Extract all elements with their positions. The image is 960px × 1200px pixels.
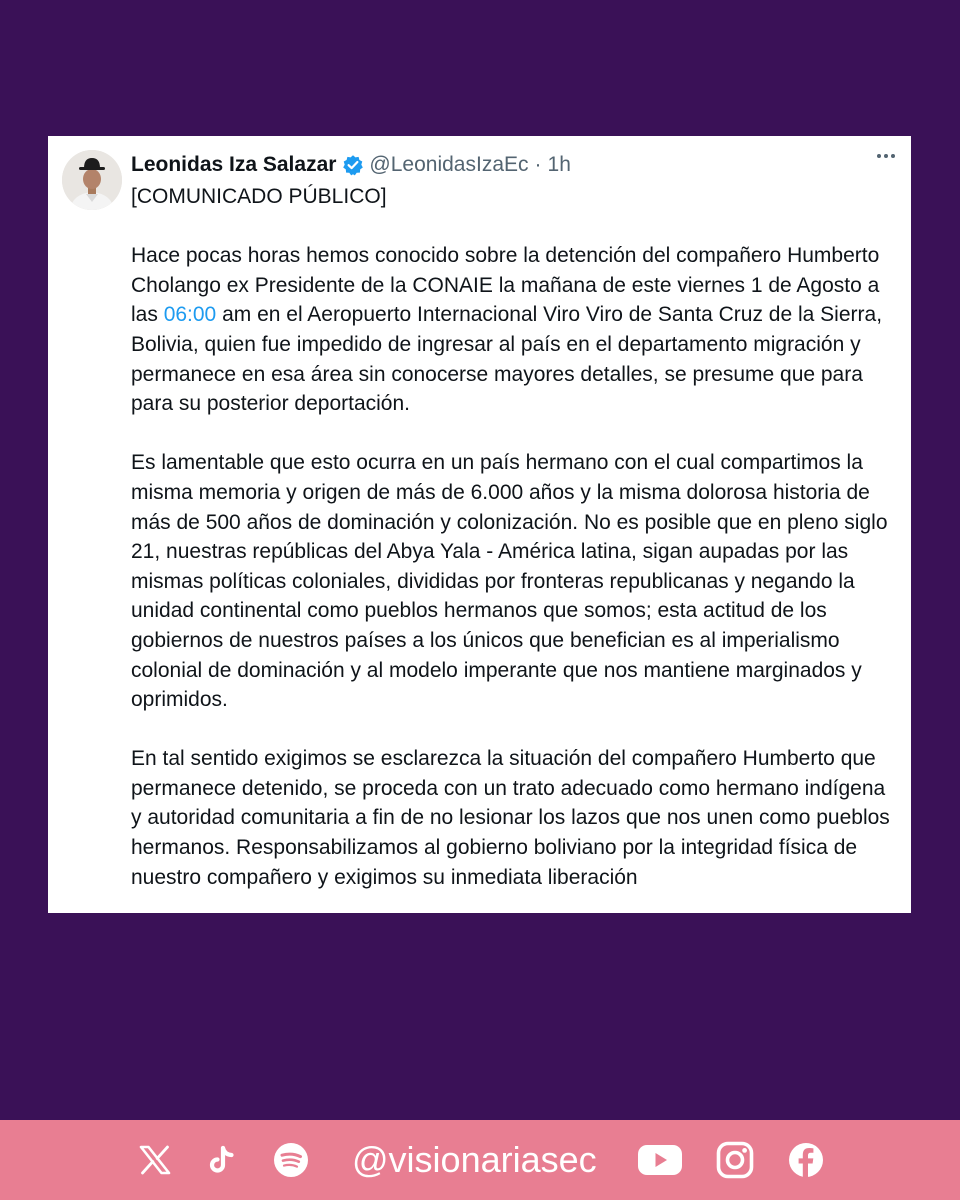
tweet-card	[48, 136, 911, 913]
facebook-icon[interactable]	[786, 1140, 826, 1180]
author-name[interactable]: Leonidas Iza Salazar	[131, 153, 337, 176]
tweet-paragraph-3: En tal sentido exigimos se esclarezca la situación del compañero Humberto que permanece detenido, se proceda con un trato adecuado como hermano indígena y autoridad comunitaria a fin de no lesionar los lazos que nos unen como pueblos hermanos. Responsabilizamos al gobierno boliviano por la integridad física de nuestro compañero y exigimos su inmediata liberación	[131, 747, 890, 889]
tweet-title-line: [COMUNICADO PÚBLICO]	[131, 185, 387, 208]
spotify-icon[interactable]	[271, 1140, 311, 1180]
tweet-paragraph-1	[131, 241, 901, 419]
tweet-header	[131, 152, 571, 178]
youtube-icon[interactable]	[634, 1140, 686, 1180]
tweet-text	[131, 182, 901, 892]
more-options-icon[interactable]	[877, 154, 895, 158]
verified-badge-icon	[342, 154, 364, 176]
author-handle[interactable]: @LeonidasIzaEc	[369, 153, 529, 176]
p1-text-start: Hace pocas horas hemos conocido sobre la detención del compañero Humberto Cholango ex Presidente de la CONAIE la mañana de este viernes	[131, 244, 880, 297]
instagram-icon[interactable]	[713, 1140, 757, 1180]
x-icon[interactable]	[135, 1140, 175, 1180]
tweet-timestamp[interactable]: 1h	[547, 153, 571, 176]
time-link[interactable]: 06:00	[163, 303, 217, 327]
p1-text-end: am en el Aeropuerto Internacional Viro Viro de Santa Cruz de la Sierra, Bolivia, quien fue impedido de ingresar al país en el departamento migración y permanece en esa área sin conocerse mayores detalles, se presume que para para su posterior deportación.	[131, 303, 883, 416]
p1-text-middle: de Agosto a las	[131, 273, 880, 327]
author-avatar[interactable]	[62, 150, 122, 210]
tweet-paragraph-2: Es lamentable que esto ocurra en un país hermano con el cual compartimos la misma memoria y origen de más de 6.000 años y la misma dolorosa historia de más de 500 años de dominación y colonización. No es posible que en pleno siglo 21, nuestras repúblicas del Abya Yala - América latina, sigan aupadas por las mismas políticas coloniales, divididas por fronteras republicanas y negando la unidad continental como pueblos hermanos que somos; esta actitud de los gobiernos de nuestros países a los únicos que benefician es al imperialismo colonial de dominación y al modelo imperante que nos mantiene marginados y oprimidos.	[131, 451, 888, 712]
header-separator: ·	[534, 153, 542, 176]
social-footer-bar	[0, 1120, 960, 1200]
footer-handle-link[interactable]: @visionariasec	[352, 1139, 597, 1180]
tiktok-icon[interactable]	[204, 1140, 240, 1180]
p1-date-day: 1	[750, 273, 763, 297]
